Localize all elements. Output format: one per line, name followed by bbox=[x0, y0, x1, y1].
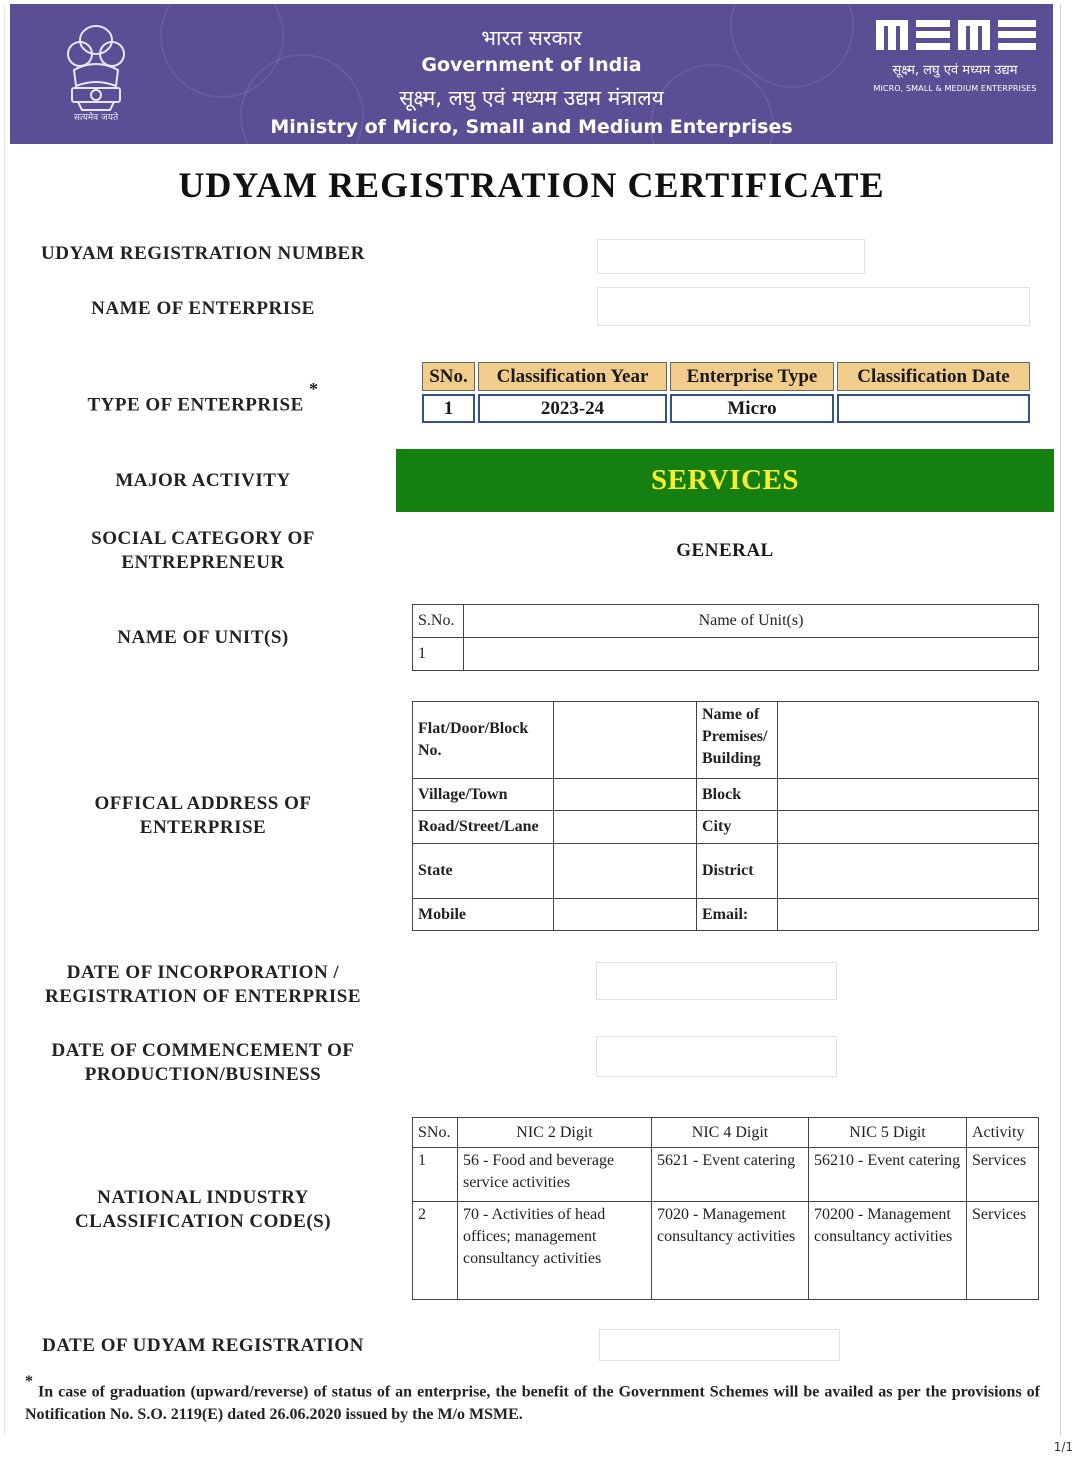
addr-block-value bbox=[778, 779, 1039, 811]
commence-label-line2: PRODUCTION/BUSINESS bbox=[84, 1064, 322, 1085]
commencement-date-field bbox=[596, 1036, 837, 1077]
address-table bbox=[412, 701, 1039, 931]
table-row bbox=[413, 899, 1039, 931]
footnote bbox=[25, 1374, 1040, 1426]
units-header-name: Name of Unit(s) bbox=[464, 605, 1039, 638]
nic-header-sno: SNo. bbox=[413, 1118, 458, 1148]
class-cell-sno: 1 bbox=[422, 394, 475, 423]
table-row bbox=[413, 605, 1039, 638]
class-cell-year: 2023-24 bbox=[478, 394, 667, 423]
social-label-line2: ENTREPRENEUR bbox=[121, 552, 285, 573]
addr-email-label: Email: bbox=[697, 899, 778, 931]
class-cell-date bbox=[837, 394, 1030, 423]
class-header-type: Enterprise Type bbox=[670, 362, 834, 391]
nic-label-line2: CLASSIFICATION CODE(S) bbox=[74, 1211, 332, 1232]
addr-district-value bbox=[778, 844, 1039, 899]
nic-label-line1: NATIONAL INDUSTRY bbox=[97, 1187, 309, 1208]
addr-city-label: City bbox=[697, 811, 778, 844]
label-units: NAME OF UNIT(S) bbox=[117, 627, 289, 648]
table-row bbox=[413, 779, 1039, 811]
social-category-value: GENERAL bbox=[676, 540, 774, 561]
msme-hindi-text: सूक्ष्म, लघु एवं मध्यम उद्यम bbox=[892, 63, 1018, 78]
nic-table bbox=[412, 1117, 1039, 1300]
major-activity-value: SERVICES bbox=[396, 449, 1054, 512]
incorp-label-line1: DATE OF INCORPORATION / bbox=[66, 962, 340, 983]
table-row bbox=[413, 1202, 1039, 1300]
nic-cell: Services bbox=[967, 1202, 1039, 1300]
msme-logo-icon bbox=[872, 18, 1042, 52]
class-header-sno: SNo. bbox=[422, 362, 475, 391]
nic-header-activity: Activity bbox=[967, 1118, 1039, 1148]
units-table bbox=[412, 604, 1039, 671]
ministry-name: Ministry of Micro, Small and Medium Enterprises bbox=[270, 116, 793, 138]
nic-cell: 1 bbox=[413, 1148, 458, 1202]
table-row bbox=[413, 702, 1039, 779]
addr-road-label: Road/Street/Lane bbox=[413, 811, 554, 844]
address-label-line2: ENTERPRISE bbox=[139, 817, 267, 838]
units-cell-sno: 1 bbox=[413, 638, 464, 671]
addr-flat-value bbox=[554, 702, 697, 779]
address-label-line1: OFFICAL ADDRESS OF bbox=[94, 793, 312, 814]
hindi-government: भारत सरकार bbox=[481, 26, 582, 50]
addr-mobile-label: Mobile bbox=[413, 899, 554, 931]
addr-village-label: Village/Town bbox=[413, 779, 554, 811]
nic-header-4digit: NIC 4 Digit bbox=[652, 1118, 809, 1148]
social-label-line1: SOCIAL CATEGORY OF bbox=[91, 528, 315, 549]
class-header-date: Classification Date bbox=[837, 362, 1030, 391]
units-header-sno: S.No. bbox=[413, 605, 464, 638]
addr-premises-label: Name of Premises/ Building bbox=[697, 702, 778, 779]
addr-village-value bbox=[554, 779, 697, 811]
nic-cell: 56 - Food and beverage service activities bbox=[458, 1148, 652, 1202]
addr-premises-value bbox=[778, 702, 1039, 779]
addr-block-label: Block bbox=[697, 779, 778, 811]
nic-cell: 7020 - Management consultancy activities bbox=[652, 1202, 809, 1300]
certificate-title: UDYAM REGISTRATION CERTIFICATE bbox=[178, 165, 885, 205]
type-label-text: TYPE OF ENTERPRISE bbox=[87, 394, 304, 416]
label-type-of-enterprise bbox=[25, 379, 381, 417]
government-of-india: Government of India bbox=[421, 54, 642, 76]
nic-header-2digit: NIC 2 Digit bbox=[458, 1118, 652, 1148]
type-asterisk: * bbox=[309, 379, 319, 399]
addr-state-value bbox=[554, 844, 697, 899]
msme-english-text: MICRO, SMALL & MEDIUM ENTERPRISES bbox=[873, 84, 1037, 93]
footnote-asterisk: * bbox=[25, 1373, 33, 1390]
hindi-ministry: सूक्ष्म, लघु एवं मध्यम उद्यम मंत्रालय bbox=[399, 86, 664, 110]
label-nic bbox=[25, 1186, 381, 1234]
label-major-activity: MAJOR ACTIVITY bbox=[115, 470, 291, 491]
addr-road-value bbox=[554, 811, 697, 844]
nic-cell: 70200 - Management consultancy activities bbox=[809, 1202, 967, 1300]
addr-email-value bbox=[778, 899, 1039, 931]
nic-header-5digit: NIC 5 Digit bbox=[809, 1118, 967, 1148]
emblem-caption: सत्यमेव जयते bbox=[73, 113, 119, 123]
incorporation-date-field bbox=[596, 962, 837, 1000]
udyam-date-field bbox=[599, 1329, 840, 1361]
commence-label-line1: DATE OF COMMENCEMENT OF bbox=[51, 1040, 355, 1061]
addr-mobile-value bbox=[554, 899, 697, 931]
class-cell-type: Micro bbox=[670, 394, 834, 423]
label-registration-number: UDYAM REGISTRATION NUMBER bbox=[41, 243, 365, 264]
label-address bbox=[25, 792, 381, 840]
label-incorporation bbox=[25, 961, 381, 1009]
label-enterprise-name: NAME OF ENTERPRISE bbox=[91, 298, 315, 319]
page-number: 1/1 bbox=[1053, 1440, 1073, 1454]
label-udyam-date: DATE OF UDYAM REGISTRATION bbox=[42, 1335, 364, 1356]
units-cell-name bbox=[464, 638, 1039, 671]
table-row bbox=[413, 638, 1039, 671]
footnote-text: In case of graduation (upward/reverse) of status of an enterprise, the benefit of the Government Schemes will be availed as per the provisions of Notification No. S.O. 2119(E) dated 26.06.2020 issued by the M/o MSME. bbox=[25, 1383, 1041, 1424]
addr-city-value bbox=[778, 811, 1039, 844]
table-row bbox=[413, 1118, 1039, 1148]
table-row bbox=[413, 811, 1039, 844]
nic-cell: 70 - Activities of head offices; management consultancy activities bbox=[458, 1202, 652, 1300]
class-header-year: Classification Year bbox=[478, 362, 667, 391]
registration-number-field bbox=[597, 239, 865, 274]
nic-cell: 5621 - Event catering bbox=[652, 1148, 809, 1202]
table-row bbox=[413, 844, 1039, 899]
addr-flat-label: Flat/Door/Block No. bbox=[413, 702, 554, 779]
nic-cell: 56210 - Event catering bbox=[809, 1148, 967, 1202]
label-commencement bbox=[25, 1039, 381, 1087]
header-banner bbox=[10, 4, 1053, 144]
table-row bbox=[413, 1148, 1039, 1202]
addr-district-label: District bbox=[697, 844, 778, 899]
nic-cell: Services bbox=[967, 1148, 1039, 1202]
enterprise-name-field bbox=[597, 287, 1030, 326]
nic-cell: 2 bbox=[413, 1202, 458, 1300]
incorp-label-line2: REGISTRATION OF ENTERPRISE bbox=[44, 986, 361, 1007]
label-social-category bbox=[25, 527, 381, 575]
addr-state-label: State bbox=[413, 844, 554, 899]
